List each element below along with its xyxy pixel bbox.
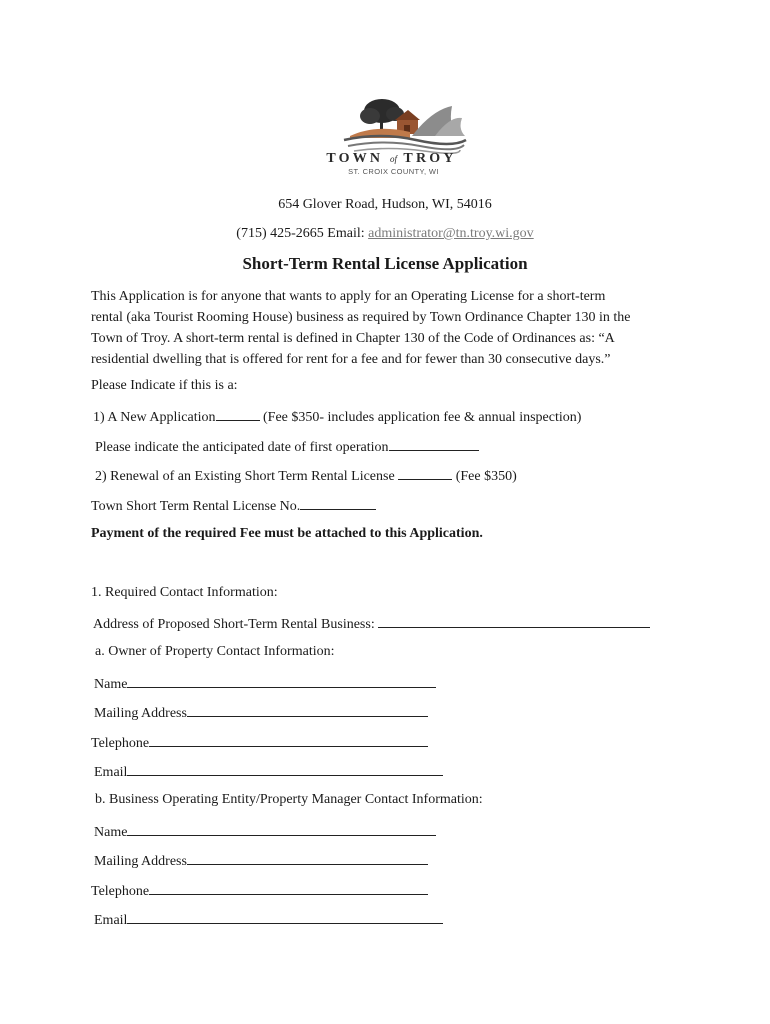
rental-address-line: Address of Proposed Short-Term Rental Business: [93,614,650,633]
license-number-line: Town Short Term Rental License No. [91,496,376,515]
town-address: 654 Glover Road, Hudson, WI, 54016 [278,197,492,212]
first-operation-line: Please indicate the anticipated date of first operation [95,437,479,456]
email-link[interactable]: administrator@tn.troy.wi.gov [368,226,534,241]
license-number-blank[interactable] [300,496,376,510]
owner-name-blank[interactable] [127,674,436,688]
business-name-line: Name [94,822,436,841]
business-telephone-line: Telephone [91,881,428,900]
owner-email-line: Email [94,762,443,781]
business-telephone-blank[interactable] [149,881,428,895]
section-contact-heading: 1. Required Contact Information: [91,585,278,600]
owner-mailing-blank[interactable] [187,703,428,717]
renewal-line: 2) Renewal of an Existing Short Term Rental License (Fee $350) [95,466,517,485]
owner-name-line: Name [94,674,436,693]
intro-line: This Application is for anyone that wants to apply for an Operating License for a short-term [91,289,606,304]
business-mailing-line: Mailing Address [94,851,428,870]
payment-note: Payment of the required Fee must be attached to this Application. [91,526,483,541]
renewal-blank[interactable] [398,466,452,480]
business-mailing-blank[interactable] [187,851,428,865]
business-name-blank[interactable] [127,822,436,836]
intro-paragraph [91,286,691,370]
intro-line: Town of Troy. A short-term rental is defined in Chapter 130 of the Code of Ordinances as: “A [91,331,615,346]
owner-heading: a. Owner of Property Contact Information: [95,644,335,659]
indicate-prompt: Please Indicate if this is a: [91,378,238,393]
new-application-blank[interactable] [216,407,260,421]
contact-line [0,226,770,242]
business-email-blank[interactable] [127,910,443,924]
intro-line: rental (aka Tourist Rooming House) business as required by Town Ordinance Chapter 130 in the [91,310,631,325]
owner-telephone-line: Telephone [91,733,428,752]
owner-mailing-line: Mailing Address [94,703,428,722]
business-heading: b. Business Operating Entity/Property Manager Contact Information: [95,792,483,807]
phone-text: (715) 425-2665 Email: [236,226,369,241]
first-operation-date-blank[interactable] [389,437,479,451]
town-of-troy-logo [340,96,470,156]
logo-wordmark: TOWN of TROY [326,151,457,166]
page-title: Short-Term Rental License Application [242,254,528,273]
owner-telephone-blank[interactable] [149,733,428,747]
new-application-line: 1) A New Application (Fee $350- includes application fee & annual inspection) [93,407,581,426]
intro-line: residential dwelling that is offered for rent for a fee and for fewer than 30 consecutive days.” [91,352,611,367]
business-email-line: Email [94,910,443,929]
logo-subtitle: ST. CROIX COUNTY, WI [348,167,439,176]
owner-email-blank[interactable] [127,762,443,776]
rental-address-blank[interactable] [378,614,650,628]
